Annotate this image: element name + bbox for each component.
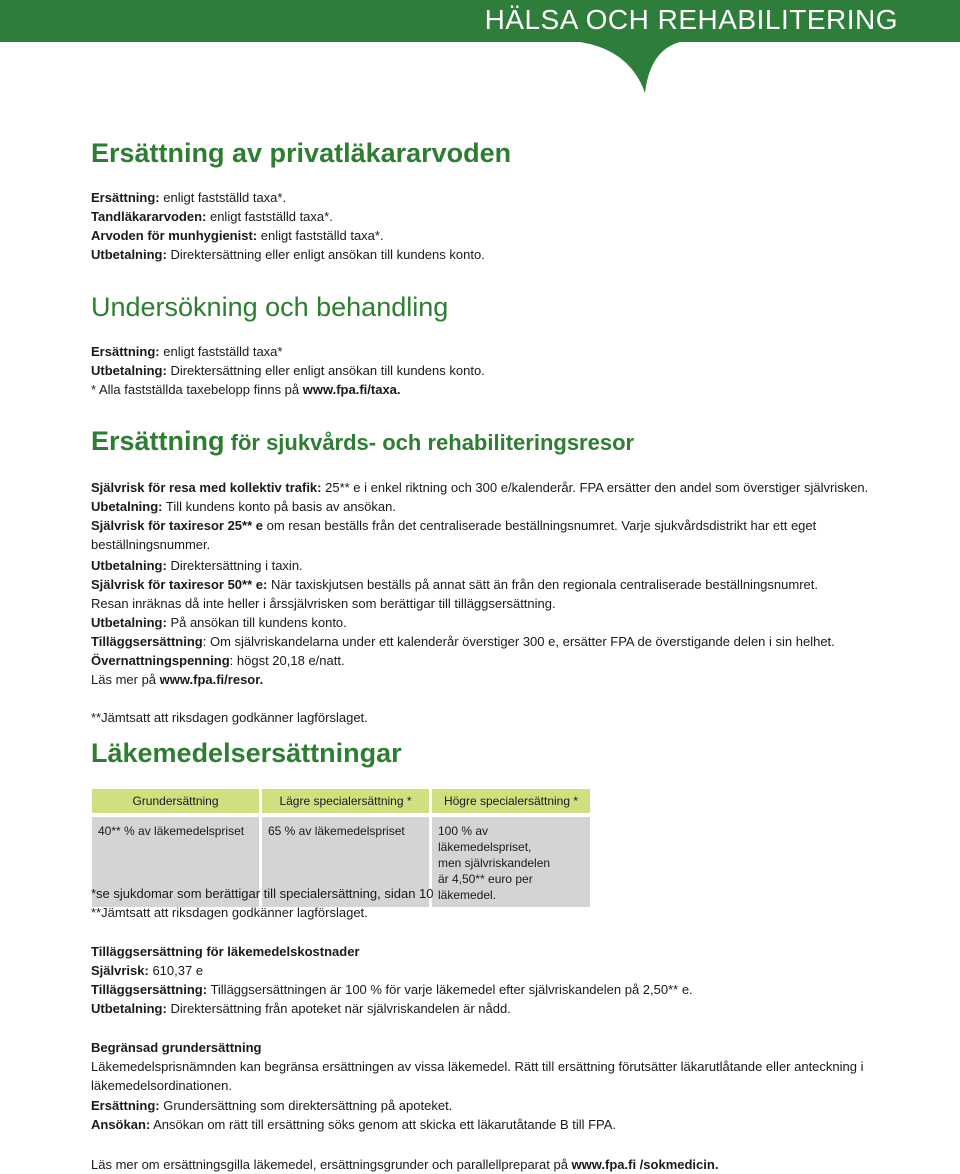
para-text: Till kundens konto på basis av ansökan. — [162, 499, 396, 514]
paragraph — [91, 613, 871, 632]
paragraph — [91, 575, 871, 594]
line-text: Direktersättning från apoteket när självriskandelen är nådd. — [166, 1001, 511, 1016]
paragraph: Resan inräknas då inte heller i årssjälvrisken som berättigar till tilläggsersättning. — [91, 596, 556, 611]
info-line — [91, 361, 485, 380]
para-text: : högst 20,18 e/natt. — [229, 653, 345, 668]
paragraph — [91, 516, 861, 554]
subheading — [91, 1038, 261, 1057]
title-big: Ersättning — [91, 426, 225, 456]
sokmedicin-link[interactable]: www.fpa.fi /sokmedicin. — [571, 1157, 719, 1172]
paragraph — [91, 632, 871, 651]
cell-line: är 4,50** euro per läkemedel. — [438, 872, 533, 902]
info-line — [91, 961, 203, 980]
line-label: Tilläggsersättning: — [91, 982, 208, 997]
para-text: När taxiskjutsen beställs på annat sätt än från den regionala centraliserade beställningsnumret. — [267, 577, 818, 592]
table-note: **Jämtsatt att riksdagen godkänner lagförslaget. — [91, 905, 368, 920]
cell-line: men självriskandelen — [438, 856, 551, 870]
info-line — [91, 245, 485, 264]
subheading-text: Tilläggsersättning för läkemedelskostnader — [91, 944, 360, 959]
para-text: På ansökan till kundens konto. — [166, 615, 347, 630]
paragraph — [91, 478, 871, 497]
line-label: Ansökan: — [91, 1117, 151, 1132]
taxa-note — [91, 380, 401, 399]
banner-title: HÄLSA OCH REHABILITERING — [484, 4, 898, 35]
info-line — [91, 342, 282, 361]
footnote: **Jämtsatt att riksdagen godkänner lagförslaget. — [91, 710, 368, 725]
line-label: Ersättning: — [91, 344, 160, 359]
table-cell: 65 % av läkemedelspriset — [261, 817, 431, 907]
section-title-privatlakararvoden: Ersättning av privatläkararvoden — [91, 138, 512, 168]
paragraph — [91, 556, 871, 575]
table-note: *se sjukdomar som berättigar till specialersättning, sidan 10 — [91, 886, 434, 901]
line-label: Utbetalning: — [91, 247, 167, 262]
read-more-text: Läs mer om ersättningsgilla läkemedel, ersättningsgrunder och parallellpreparat på — [91, 1157, 572, 1172]
resor-link[interactable]: www.fpa.fi/resor. — [159, 672, 264, 687]
table-header: Högre specialersättning * — [431, 789, 591, 813]
paragraph — [91, 497, 871, 516]
para-label: Självrisk för resa med kollektiv trafik: — [91, 480, 322, 495]
section-title-resor — [91, 424, 634, 460]
note-text: * Alla fastställda taxebelopp finns på — [91, 382, 303, 397]
line-text: Tilläggsersättningen är 100 % för varje läkemedel efter självriskandelen på 2,50** e. — [207, 982, 693, 997]
info-line — [91, 207, 333, 226]
table-cell: 40** % av läkemedelspriset — [92, 817, 261, 907]
info-line — [91, 1096, 452, 1115]
line-text: Ansökan om rätt till ersättning söks genom att skicka ett läkarutåtande B till FPA. — [150, 1117, 617, 1132]
subheading-text: Begränsad grundersättning — [91, 1040, 262, 1055]
para-label: Utbetalning: — [91, 615, 167, 630]
taxa-link[interactable]: www.fpa.fi/taxa. — [302, 382, 401, 397]
para-label: Övernattningspenning — [91, 653, 230, 668]
section-title-undersokning: Undersökning och behandling — [91, 292, 449, 322]
title-rest: för sjukvårds- och rehabiliteringsresor — [224, 430, 635, 455]
line-text: enligt fastställd taxa* — [159, 344, 283, 359]
paragraph — [91, 670, 871, 689]
para-label: Självrisk för taxiresor 50** e: — [91, 577, 268, 592]
para-text: 25** e i enkel riktning och 300 e/kalenderår. FPA ersätter den andel som överstiger självrisken. — [321, 480, 869, 495]
line-label: Utbetalning: — [91, 1001, 167, 1016]
line-text: enligt fastställd taxa*. — [257, 228, 384, 243]
paragraph — [91, 651, 871, 670]
header-banner — [0, 0, 960, 96]
line-text: enligt fastställd taxa*. — [159, 190, 287, 205]
line-text: 610,37 e — [148, 963, 204, 978]
subheading — [91, 942, 360, 961]
line-label: Ersättning: — [91, 190, 160, 205]
line-text: enligt fastställd taxa*. — [206, 209, 333, 224]
info-line — [91, 980, 693, 999]
line-label: Arvoden för munhygienist: — [91, 228, 258, 243]
para-text: Direktersättning i taxin. — [166, 558, 303, 573]
info-line — [91, 1115, 616, 1134]
line-label: Tandläkararvoden: — [91, 209, 207, 224]
line-text: Direktersättning eller enligt ansökan till kundens konto. — [166, 363, 485, 378]
line-label: Utbetalning: — [91, 363, 167, 378]
cell-line: 100 % av läkemedelspriset, — [438, 824, 532, 854]
info-line — [91, 999, 511, 1018]
info-line — [91, 226, 384, 245]
info-line — [91, 188, 286, 207]
para-text: : Om självriskandelarna under ett kalenderår överstiger 300 e, ersätter FPA de överstigande delen i sin helhet. — [202, 634, 835, 649]
para-text: Läs mer på — [91, 672, 160, 687]
line-label: Ersättning: — [91, 1098, 160, 1113]
section-title-lakemedel: Läkemedelsersättningar — [91, 738, 402, 768]
table-header: Grundersättning — [92, 789, 261, 813]
line-text: Direktersättning eller enligt ansökan till kundens konto. — [166, 247, 485, 262]
table-cell — [431, 817, 591, 907]
para-label: Tilläggsersättning — [91, 634, 203, 649]
para-label: Ubetalning: — [91, 499, 163, 514]
line-label: Självrisk: — [91, 963, 149, 978]
read-more — [91, 1155, 718, 1174]
para-label: Självrisk för taxiresor 25** e — [91, 518, 263, 533]
table-header: Lägre specialersättning * — [261, 789, 431, 813]
para-text: om resan beställs från det centraliserade beställningsnumret. Varje sjukvårdsdistrikt har ett eget beställningsnummer. — [91, 518, 817, 552]
para-label: Utbetalning: — [91, 558, 167, 573]
line-text: Grundersättning som direktersättning på apoteket. — [159, 1098, 453, 1113]
paragraph: Läkemedelsprisnämnden kan begränsa ersättningen av vissa läkemedel. Rätt till ersättning förutsätter läkarutlåtande eller anteckning i läkemedelsordinationen. — [91, 1059, 864, 1093]
